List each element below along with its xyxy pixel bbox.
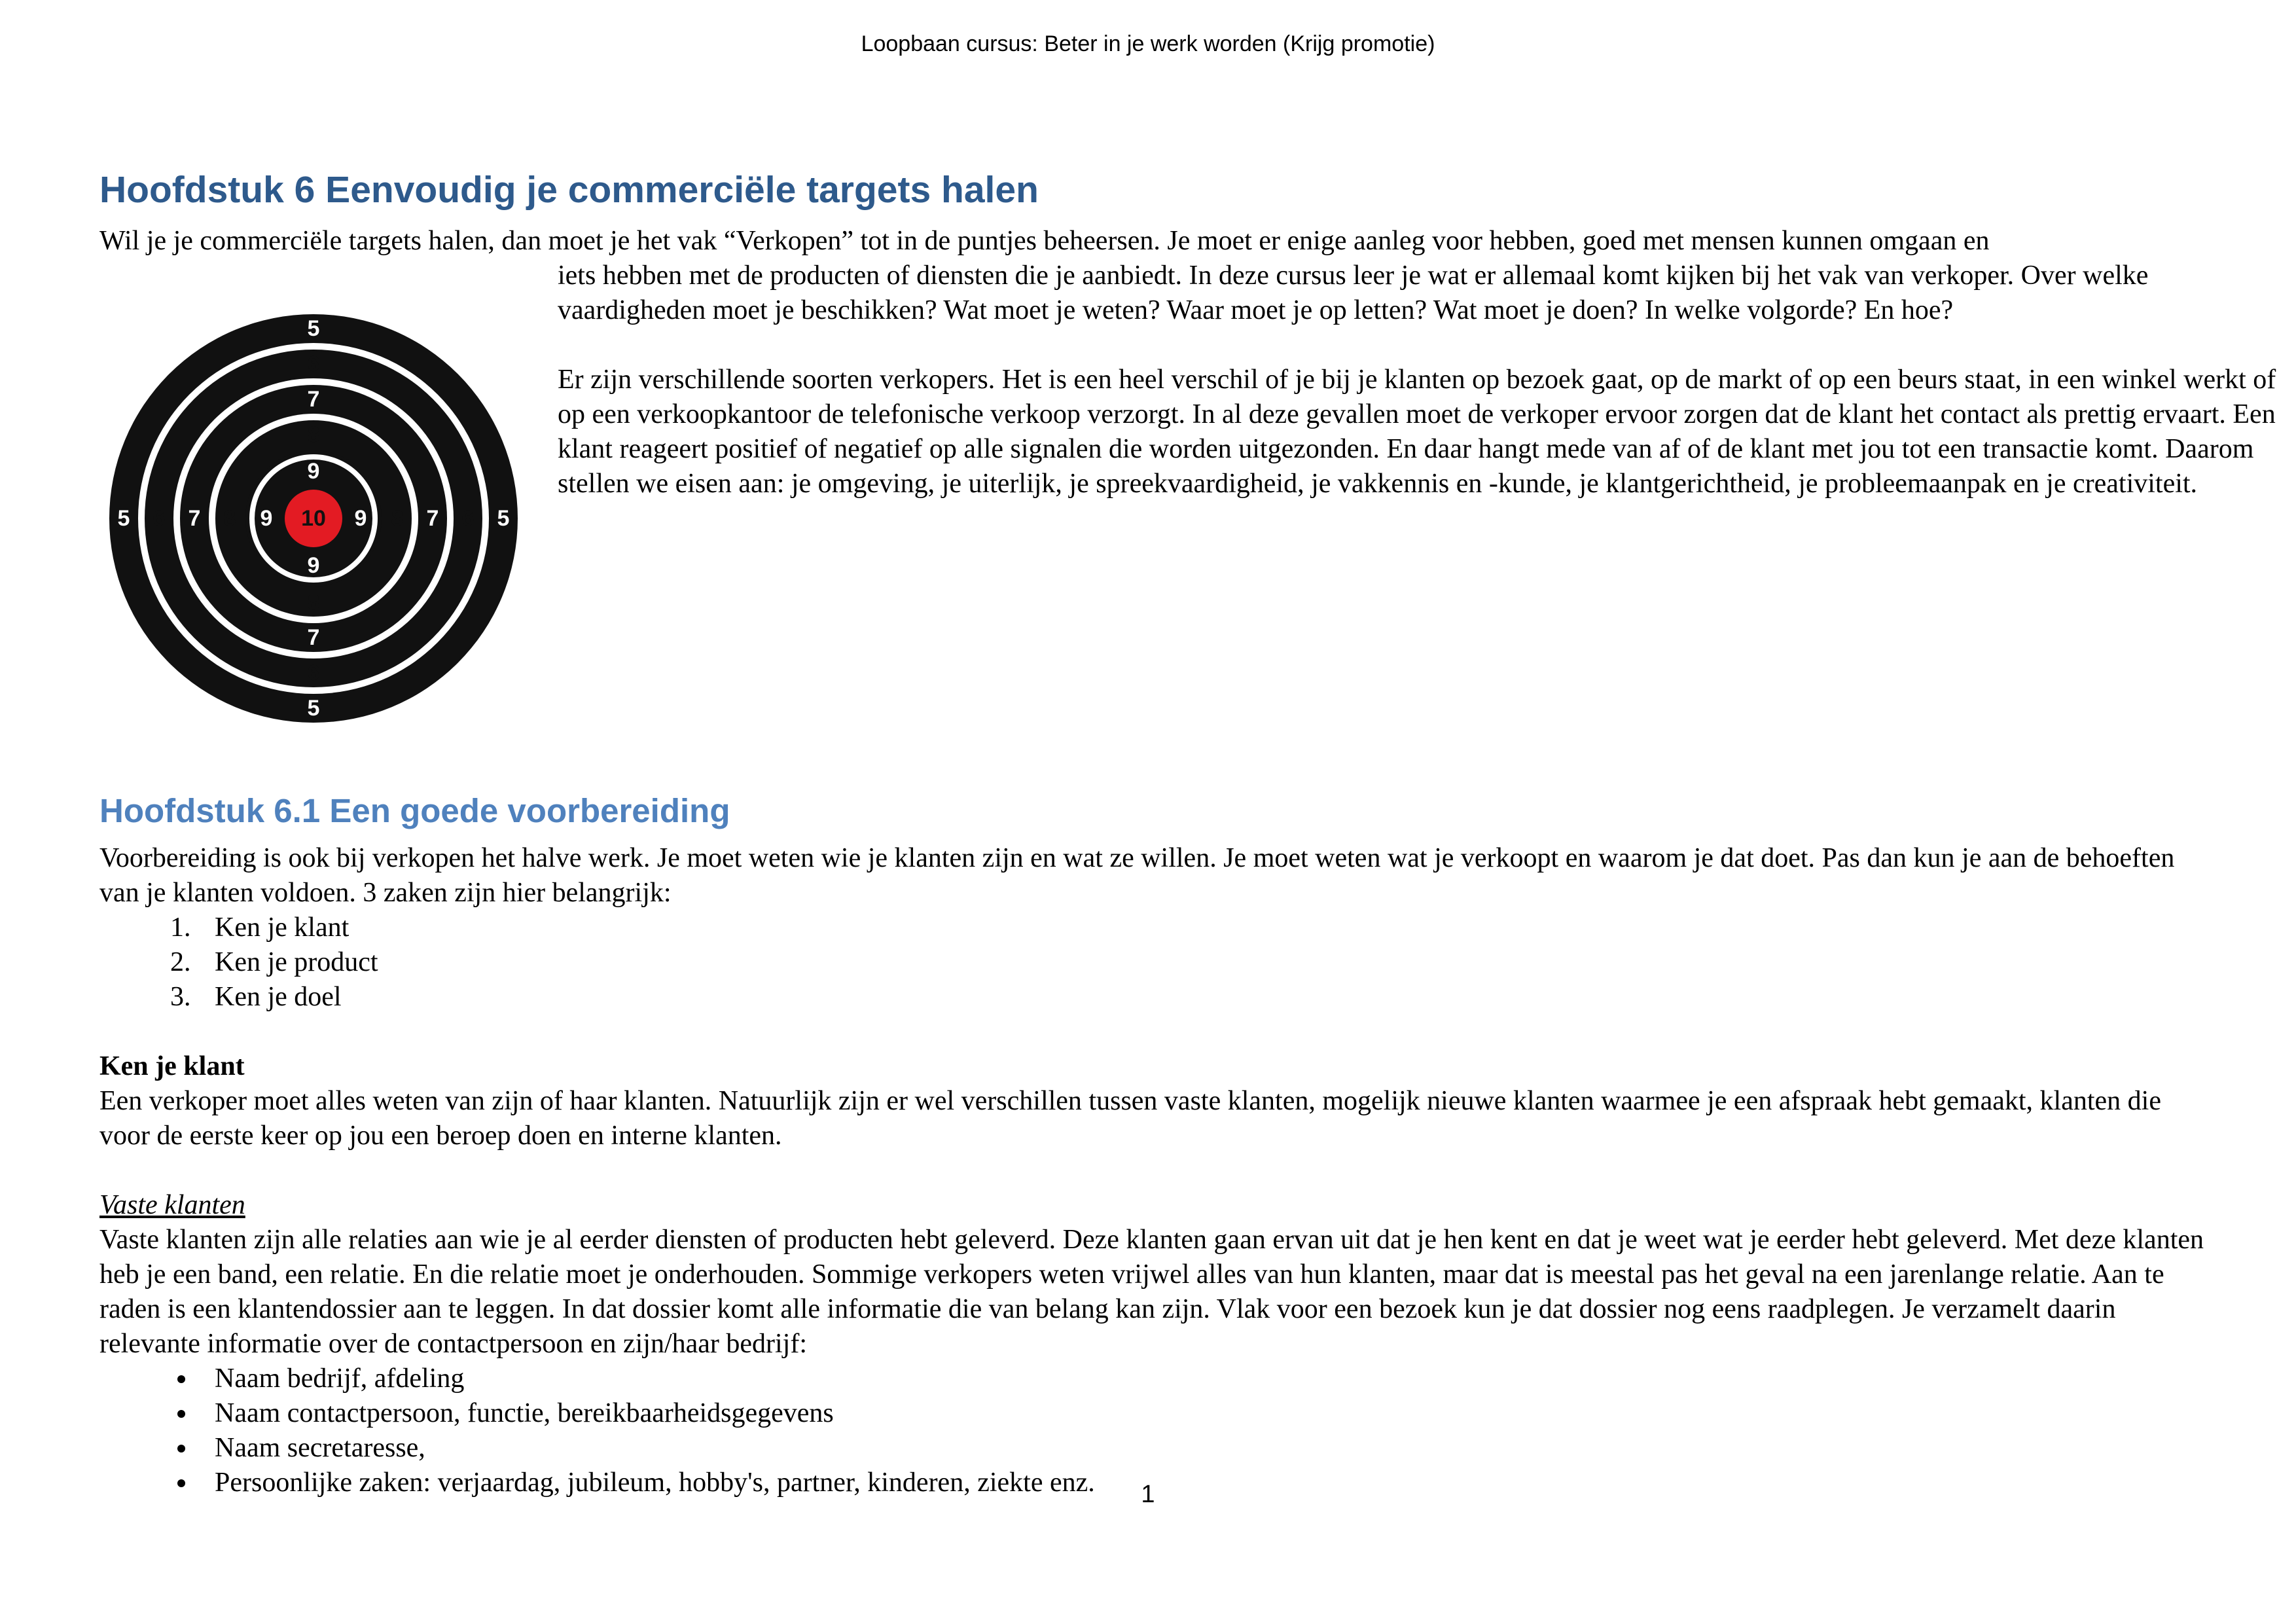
target-label-5: 5 (497, 506, 510, 531)
list-item: • Naam secretaresse, (198, 1431, 2207, 1466)
list-item: 1. Ken je klant (198, 911, 2207, 945)
target-label-8: 8 (391, 506, 404, 531)
chapter-6-1-intro: Voorbereiding is ook bij verkopen het halve werk. Je moet weten wie je klanten zijn en wat ze willen. Je moet weten wat je verkoopt en waarom je dat doet. Pas dan kun je aan de behoeften van je klanten voldoen. 3 zaken zijn hier belangrijk: (99, 843, 2175, 908)
page-number: 1 (1141, 1481, 1155, 1508)
target-label-6: 6 (152, 506, 166, 531)
chapter-6-1-section (99, 789, 2207, 1500)
chapter-6-intro-block (99, 259, 2276, 730)
target-label-5: 5 (307, 316, 320, 341)
target-label-7: 7 (426, 506, 439, 531)
target-label-9: 9 (307, 553, 320, 578)
target-label-8: 8 (307, 422, 320, 447)
list-item: 2. Ken je product (198, 945, 2207, 980)
target-label-10: 10 (301, 506, 326, 531)
ken-je-klant-text: Een verkoper moet alles weten van zijn of haar klanten. Natuurlijk zijn er wel verschillen tussen vaste klanten, mogelijk nieuwe klanten waarmee je een afspraak hebt gemaakt, klanten die voor de eerste keer op jou een beroep doen en interne klanten. (99, 1086, 2161, 1151)
shooting-target-icon (107, 312, 520, 725)
list-item: • Persoonlijke zaken: verjaardag, jubileum, hobby's, partner, kinderen, ziekte enz. (198, 1466, 2207, 1500)
target-label-6: 6 (307, 352, 320, 376)
target-label-8: 8 (307, 590, 320, 615)
target-label-9: 9 (354, 506, 367, 531)
chapter-6-paragraph-2: Er zijn verschillende soorten verkopers. Het is een heel verschil of je bij je klanten op bezoek gaat, op de markt of op een beurs staat, in een winkel werkt of op een verkoopkantoor de telefonische verkoop verzorgt. In al deze gevallen moet de verkoper ervoor zorgen dat de klant het contact als prettig ervaart. Een klant reageert positief of negatief op alle signalen die worden uitgezonden. En daar hangt mede van af of de klant met jou tot een transactie komt. Daarom stellen we eisen aan: je omgeving, je uiterlijk, je spreekvaardigheid, je vakkennis en -kunde, je klantgerichtheid, je probleemaanpak en je creativiteit. (558, 365, 2276, 499)
list-item: 3. Ken je doel (198, 980, 2207, 1015)
ken-je-klant-heading: Ken je klant (99, 1051, 245, 1081)
page-header: Loopbaan cursus: Beter in je werk worden (Krijg promotie) (861, 31, 1435, 56)
vaste-klanten-heading: Vaste klanten (99, 1190, 245, 1220)
chapter-6-title: Hoofdstuk 6 Eenvoudig je commerciële targets halen (99, 169, 1039, 211)
target-label-9: 9 (307, 459, 320, 484)
chapter-6-intro-rest: iets hebben met de producten of diensten die je aanbiedt. In deze cursus leer je wat er allemaal komt kijken bij het vak van verkoper. Over welke vaardigheden moet je beschikken? Wat moet je weten? Waar moet je op letten? Wat moet je doen? In welke volgorde? En hoe? (558, 261, 2149, 325)
chapter-6-intro-side (558, 259, 2292, 501)
numbered-list (99, 911, 2207, 1015)
list-item: • Naam bedrijf, afdeling (198, 1362, 2207, 1396)
target-label-7: 7 (307, 387, 320, 412)
target-label-6: 6 (307, 660, 320, 685)
list-item: • Naam contactpersoon, functie, bereikbaarheidsgegevens (198, 1396, 2207, 1431)
target-label-5: 5 (117, 506, 130, 531)
target-label-7: 7 (307, 625, 320, 650)
target-label-5: 5 (307, 696, 320, 721)
chapter-6-intro-first-line: Wil je je commerciële targets halen, dan moet je het vak “Verkopen” tot in de puntjes beheersen. Je moet er enige aanleg voor hebben, goed met mensen kunnen omgaan en (99, 226, 1990, 256)
target-label-7: 7 (188, 506, 201, 531)
target-label-8: 8 (223, 506, 236, 531)
target-label-9: 9 (260, 506, 273, 531)
target-label-6: 6 (461, 506, 475, 531)
vaste-klanten-text: Vaste klanten zijn alle relaties aan wie je al eerder diensten of producten hebt geleverd. Deze klanten gaan ervan uit dat je hen kent en dat je weet wat je eerder hebt geleverd. Met deze klanten heb je een band, een relatie. En die relatie moet je onderhouden. Sommige verkopers weten vrijwel alles van hun klanten, maar dat is meestal pas het geval na een jarenlange relatie. Aan te raden is een klantendossier aan te leggen. In dat dossier komt alle informatie die van belang kan zijn. Vlak voor een bezoek kun je dat dossier nog eens raadplegen. Je verzamelt daarin relevante informatie over de contactpersoon en zijn/haar bedrijf: (99, 1225, 2204, 1359)
chapter-6-1-title: Hoofdstuk 6.1 Een goede voorbereiding (99, 792, 730, 829)
document-body (99, 164, 2276, 1500)
bullet-list (99, 1362, 2207, 1500)
